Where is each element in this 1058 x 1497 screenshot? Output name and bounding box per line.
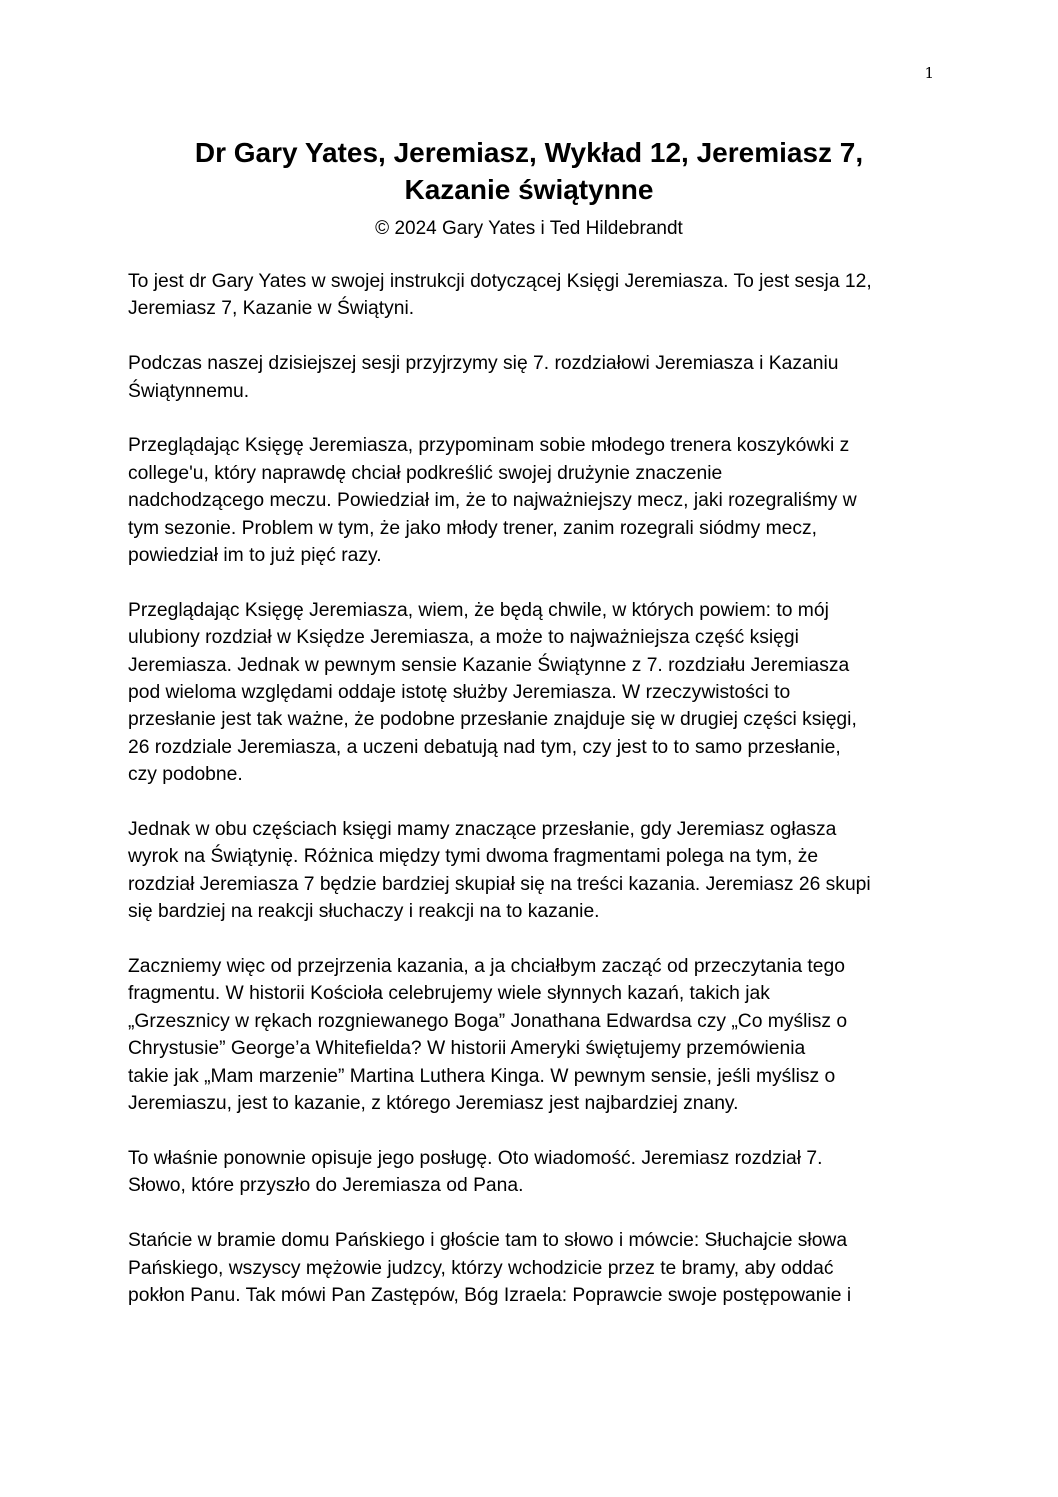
text-line: ulubiony rozdział w Księdze Jeremiasza, a może to najważniejsza część księgi bbox=[128, 627, 799, 649]
document-title bbox=[128, 134, 930, 208]
text-line: To właśnie ponownie opisuje jego posługę. Oto wiadomość. Jeremiasz rozdział 7. bbox=[128, 1147, 823, 1169]
text-line: się bardziej na reakcji słuchaczy i reakcji na to kazanie. bbox=[128, 901, 600, 923]
text-line: Przeglądając Księgę Jeremiasza, przypominam sobie młodego trenera koszykówki z bbox=[128, 435, 850, 457]
text-line: przesłanie jest tak ważne, że podobne przesłanie znajduje się w drugiej części księgi, bbox=[128, 709, 857, 731]
text-line: Jednak w obu częściach księgi mamy znaczące przesłanie, gdy Jeremiasz ogłasza bbox=[128, 819, 837, 841]
paragraph bbox=[128, 350, 936, 405]
text-line: tym sezonie. Problem w tym, że jako młody trener, zanim rozegrali siódmy mecz, bbox=[128, 517, 817, 539]
text-line: czy podobne. bbox=[128, 764, 243, 786]
text-line: nadchodzącego meczu. Powiedział im, że to najważniejszy mecz, jaki rozegraliśmy w bbox=[128, 490, 857, 512]
text-line: Zaczniemy więc od przejrzenia kazania, a ja chciałbym zacząć od przeczytania tego bbox=[128, 956, 845, 978]
text-line: Podczas naszej dzisiejszej sesji przyjrzymy się 7. rozdziałowi Jeremiasza i Kazaniu bbox=[128, 353, 839, 375]
copyright-notice: © 2024 Gary Yates i Ted Hildebrandt bbox=[375, 218, 683, 239]
text-line: pokłon Panu. Tak mówi Pan Zastępów, Bóg Izraela: Poprawcie swoje postępowanie i bbox=[128, 1284, 852, 1306]
title-line: Kazanie świątynne bbox=[404, 174, 654, 205]
text-line: powiedział im to już pięć razy. bbox=[128, 545, 382, 567]
text-line: To jest dr Gary Yates w swojej instrukcji dotyczącej Księgi Jeremiasza. To jest sesja 12, bbox=[128, 271, 872, 292]
title-line: Dr Gary Yates, Jeremiasz, Wykład 12, Jeremiasz 7, bbox=[194, 137, 864, 168]
paragraph bbox=[128, 1145, 936, 1200]
text-line: Jeremiaszu, jest to kazanie, z którego Jeremiasz jest najbardziej znany. bbox=[128, 1093, 739, 1115]
text-line: pod wieloma względami oddaje istotę służby Jeremiasza. W rzeczywistości to bbox=[128, 682, 791, 704]
paragraph bbox=[128, 268, 936, 323]
text-line: 26 rozdziale Jeremiasza, a uczeni debatują nad tym, czy jest to to samo przesłanie, bbox=[128, 736, 841, 758]
text-line: Przeglądając Księgę Jeremiasza, wiem, że będą chwile, w których powiem: to mój bbox=[128, 599, 829, 621]
text-line: Pańskiego, wszyscy mężowie judzcy, którzy wchodzicie przez te bramy, aby oddać bbox=[128, 1257, 834, 1279]
text-line: Świątynnemu. bbox=[128, 380, 250, 402]
text-line: takie jak „Mam marzenie” Martina Luthera Kinga. W pewnym sensie, jeśli myślisz o bbox=[128, 1065, 836, 1087]
text-line: rozdział Jeremiasza 7 będzie bardziej skupiał się na treści kazania. Jeremiasz 26 skupi bbox=[128, 873, 871, 895]
paragraph bbox=[128, 432, 936, 569]
text-line: Jeremiasz 7, Kazanie w Świątyni. bbox=[128, 298, 415, 320]
paragraph bbox=[128, 953, 936, 1117]
text-line: „Grzesznicy w rękach rozgniewanego Boga” Jonathana Edwardsa czy „Co myślisz o bbox=[128, 1010, 848, 1032]
text-line: fragmentu. W historii Kościoła celebrujemy wiele słynnych kazań, takich jak bbox=[128, 983, 770, 1005]
document-body bbox=[128, 268, 936, 1337]
paragraph bbox=[128, 597, 936, 789]
text-line: Stańcie w bramie domu Pańskiego i głoście tam to słowo i mówcie: Słuchajcie słowa bbox=[128, 1230, 848, 1252]
paragraph bbox=[128, 1227, 936, 1309]
text-line: Jeremiasza. Jednak w pewnym sensie Kazanie Świątynne z 7. rozdziału Jeremiasza bbox=[128, 654, 850, 676]
paragraph bbox=[128, 816, 936, 926]
text-line: Słowo, które przyszło do Jeremiasza od Pana. bbox=[128, 1175, 524, 1197]
text-line: wyrok na Świątynię. Różnica między tymi dwoma fragmentami polega na tym, że bbox=[128, 846, 819, 868]
text-line: college'u, który naprawdę chciał podkreślić swojej drużynie znaczenie bbox=[128, 462, 723, 484]
page-number: 1 bbox=[924, 64, 934, 82]
text-line: Chrystusie” George’a Whitefielda? W historii Ameryki świętujemy przemówienia bbox=[128, 1038, 806, 1060]
